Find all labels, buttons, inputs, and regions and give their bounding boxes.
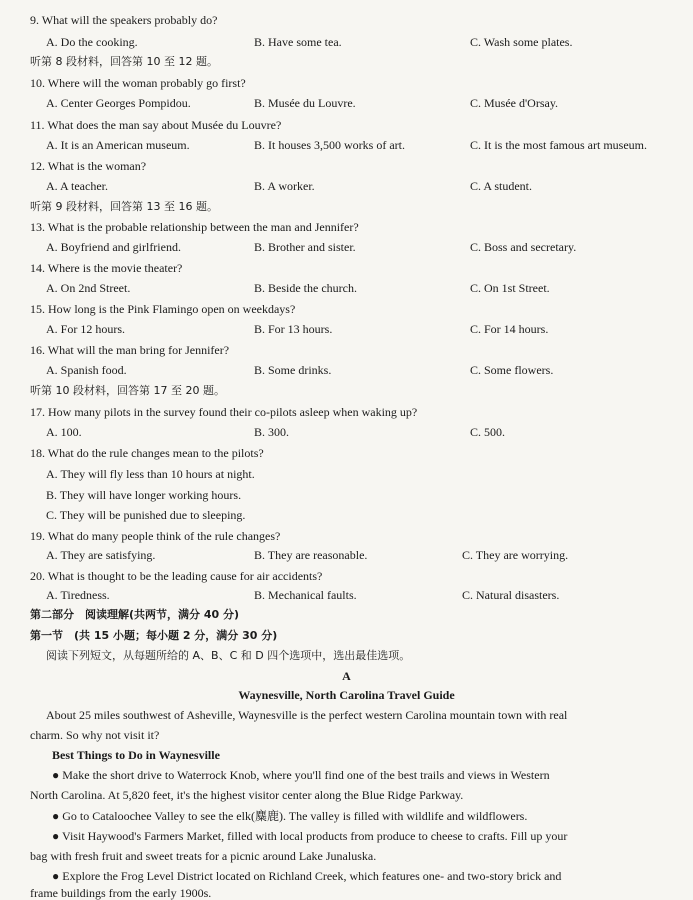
section-8-instruction: 听第 8 段材料，回答第 10 至 12 题。 xyxy=(30,55,218,68)
question-15: 15. How long is the Pink Flamingo open on weekdays? xyxy=(30,302,296,316)
q15-option-a: A. For 12 hours. xyxy=(46,322,126,336)
question-10: 10. Where will the woman probably go first? xyxy=(30,76,246,90)
q15-option-c: C. For 14 hours. xyxy=(470,322,549,336)
bullet-3-line-2: bag with fresh fruit and sweet treats for a picnic around Lake Junaluska. xyxy=(30,849,377,863)
q12-option-a: A. A teacher. xyxy=(46,179,108,193)
question-17: 17. How many pilots in the survey found their co-pilots asleep when waking up? xyxy=(30,405,418,419)
q17-option-c: C. 500. xyxy=(470,425,506,439)
q14-option-b: B. Beside the church. xyxy=(254,281,357,295)
q17-option-a: A. 100. xyxy=(46,425,82,439)
passage-subheading: Best Things to Do in Waynesville xyxy=(52,748,220,762)
q14-option-c: C. On 1st Street. xyxy=(470,281,550,295)
bullet-4-line-2: frame buildings from the early 1900s. xyxy=(30,886,212,900)
q20-option-a: A. Tiredness. xyxy=(46,588,110,602)
q15-option-b: B. For 13 hours. xyxy=(254,322,333,336)
bullet-1-line-1: ● Make the short drive to Waterrock Knob, where you'll find one of the best trails and views in Western xyxy=(52,768,550,782)
section-9-instruction: 听第 9 段材料，回答第 13 至 16 题。 xyxy=(30,200,218,213)
part-2-heading: 第二部分 阅读理解(共两节，满分 40 分) xyxy=(30,608,240,621)
passage-intro-line-2: charm. So why not visit it? xyxy=(30,728,160,742)
question-18: 18. What do the rule changes mean to the pilots? xyxy=(30,446,264,460)
question-20: 20. What is thought to be the leading cause for air accidents? xyxy=(30,569,323,583)
bullet-4-line-1: ● Explore the Frog Level District located on Richland Creek, which features one- and two-story brick and xyxy=(52,869,562,883)
section-1-heading: 第一节 (共 15 小题；每小题 2 分，满分 30 分) xyxy=(30,629,278,642)
bullet-3-line-1: ● Visit Haywood's Farmers Market, filled with local products from produce to cheese to crafts. Fill up your xyxy=(52,829,568,843)
q9-option-a: A. Do the cooking. xyxy=(46,35,138,49)
q16-option-b: B. Some drinks. xyxy=(254,363,332,377)
q12-option-b: B. A worker. xyxy=(254,179,315,193)
bullet-2: ● Go to Cataloochee Valley to see the elk(麋鹿). The valley is filled with wildlife and wildflowers. xyxy=(52,809,528,823)
reading-instruction: 阅读下列短文，从每题所给的 A、B、C 和 D 四个选项中，选出最佳选项。 xyxy=(46,649,411,662)
question-12: 12. What is the woman? xyxy=(30,159,147,173)
q10-option-c: C. Musée d'Orsay. xyxy=(470,96,559,110)
q18-option-c: C. They will be punished due to sleeping. xyxy=(46,508,246,522)
q19-option-c: C. They are worrying. xyxy=(462,548,569,562)
q18-option-b: B. They will have longer working hours. xyxy=(46,488,242,502)
q13-option-b: B. Brother and sister. xyxy=(254,240,356,254)
q17-option-b: B. 300. xyxy=(254,425,290,439)
q19-option-b: B. They are reasonable. xyxy=(254,548,368,562)
q18-option-a: A. They will fly less than 10 hours at night. xyxy=(46,467,255,481)
q16-option-c: C. Some flowers. xyxy=(470,363,554,377)
question-16: 16. What will the man bring for Jennifer? xyxy=(30,343,230,357)
q11-option-a: A. It is an American museum. xyxy=(46,138,190,152)
q9-option-b: B. Have some tea. xyxy=(254,35,342,49)
q11-option-b: B. It houses 3,500 works of art. xyxy=(254,138,405,152)
q16-option-a: A. Spanish food. xyxy=(46,363,127,377)
q10-option-a: A. Center Georges Pompidou. xyxy=(46,96,191,110)
question-11: 11. What does the man say about Musée du Louvre? xyxy=(30,118,282,132)
passage-intro-line-1: About 25 miles southwest of Asheville, Waynesville is the perfect western Carolina mountain town with real xyxy=(46,708,568,722)
q13-option-c: C. Boss and secretary. xyxy=(470,240,577,254)
q11-option-c: C. It is the most famous art museum. xyxy=(470,138,647,152)
question-14: 14. Where is the movie theater? xyxy=(30,261,183,275)
q20-option-b: B. Mechanical faults. xyxy=(254,588,357,602)
q13-option-a: A. Boyfriend and girlfriend. xyxy=(46,240,181,254)
question-9: 9. What will the speakers probably do? xyxy=(30,13,218,27)
q19-option-a: A. They are satisfying. xyxy=(46,548,156,562)
passage-title: Waynesville, North Carolina Travel Guide xyxy=(238,688,455,702)
q10-option-b: B. Musée du Louvre. xyxy=(254,96,356,110)
question-13: 13. What is the probable relationship between the man and Jennifer? xyxy=(30,220,359,234)
question-19: 19. What do many people think of the rule changes? xyxy=(30,529,281,543)
q20-option-c: C. Natural disasters. xyxy=(462,588,560,602)
bullet-1-line-2: North Carolina. At 5,820 feet, it's the highest visitor center along the Blue Ridge Parkway. xyxy=(30,788,464,802)
q14-option-a: A. On 2nd Street. xyxy=(46,281,131,295)
q12-option-c: C. A student. xyxy=(470,179,533,193)
section-10-instruction: 听第 10 段材料，回答第 17 至 20 题。 xyxy=(30,384,225,397)
q9-option-c: C. Wash some plates. xyxy=(470,35,573,49)
passage-letter: A xyxy=(342,669,351,683)
